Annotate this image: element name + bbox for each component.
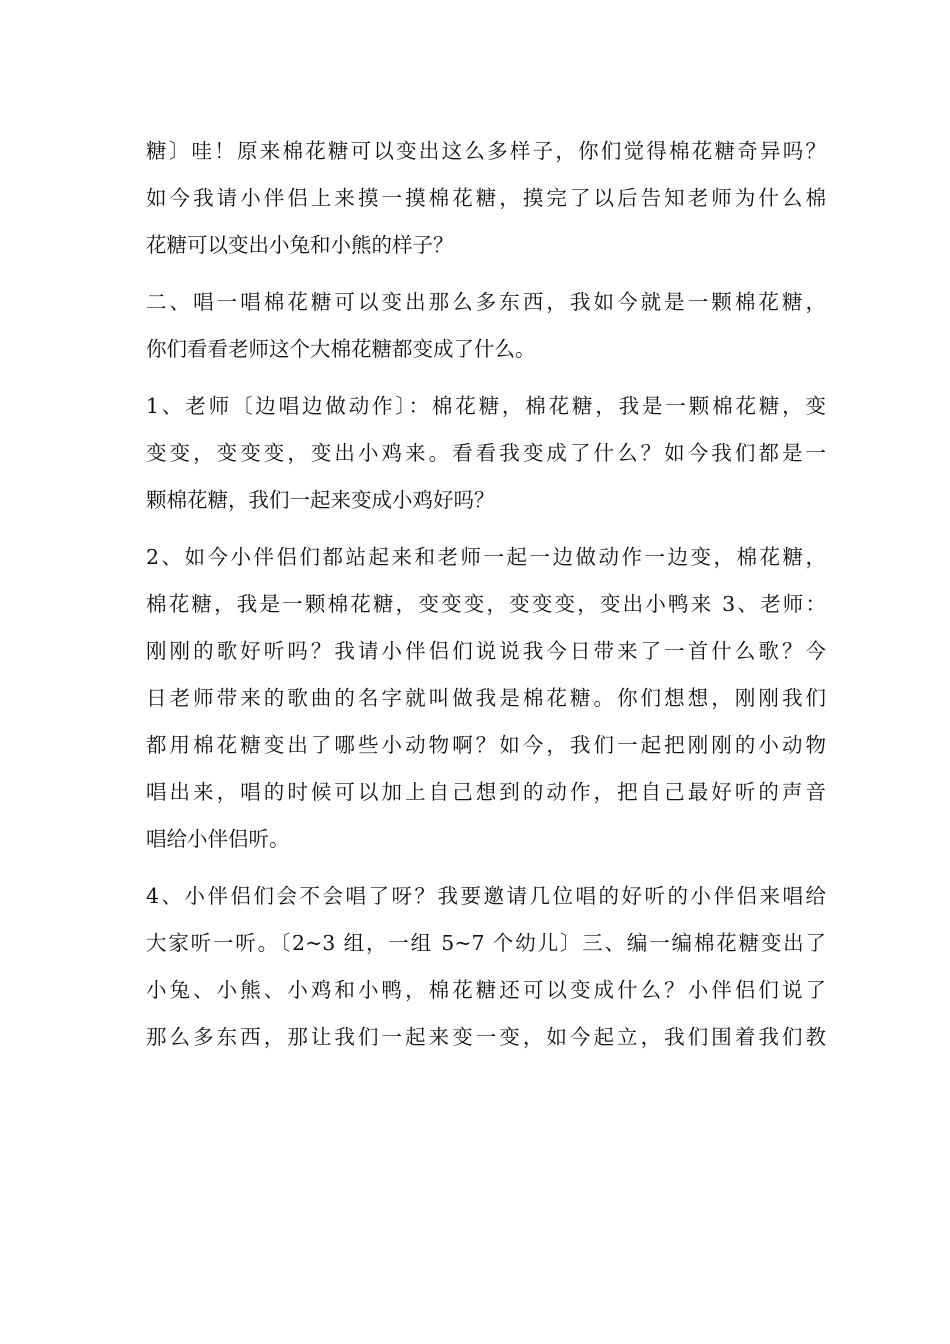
text-line: 唱给小伴侣听。: [146, 827, 290, 851]
paragraph-gap: [146, 373, 826, 383]
text-line: 都用棉花糖变出了哪些小动物啊？如今，我们一起把刚刚的小动物: [146, 733, 826, 757]
paragraph-gap: [146, 269, 826, 279]
text-line: 1、老师〔边唱边做动作〕：棉花糖，棉花糖，我是一颗棉花糖，变: [146, 394, 826, 418]
paragraph-gap: [146, 863, 826, 873]
text-line: 颗棉花糖，我们一起来变成小鸡好吗？: [146, 488, 495, 512]
paragraph-gap: [146, 524, 826, 534]
text-line: 2、如今小伴侣们都站起来和老师一起一边做动作一边变，棉花糖，: [146, 545, 826, 569]
text-line: 小兔、小熊、小鸡和小鸭，棉花糖还可以变成什么？小伴侣们说了: [146, 978, 826, 1002]
document-body: [146, 128, 826, 1061]
text-line: 日老师带来的歌曲的名字就叫做我是棉花糖。你们想想，刚刚我们: [146, 686, 826, 710]
text-line: 花糖可以变出小兔和小熊的样子？: [146, 233, 454, 257]
text-line: 变变，变变变，变出小鸡来。看看我变成了什么？如今我们都是一: [146, 441, 826, 465]
text-line: 刚刚的歌好听吗？我请小伴侣们说说我今日带来了一首什么歌？今: [146, 639, 826, 663]
text-line: 棉花糖，我是一颗棉花糖，变变变，变变变，变出小鸭来 3、老师：: [146, 592, 826, 616]
text-line: 糖〕哇！原来棉花糖可以变出这么多样子，你们觉得棉花糖奇异吗？: [146, 139, 826, 163]
text-line: 二、唱一唱棉花糖可以变出那么多东西，我如今就是一颗棉花糖，: [146, 290, 826, 314]
text-line: 你们看看老师这个大棉花糖都变成了什么。: [146, 337, 536, 361]
text-line: 大家听一听。〔2~3 组，一组 5~7 个幼儿〕三、编一编棉花糖变出了: [146, 931, 826, 955]
text-line: 那么多东西，那让我们一起来变一变，如今起立，我们围着我们教: [146, 1025, 826, 1049]
text-line: 如今我请小伴侣上来摸一摸棉花糖，摸完了以后告知老师为什么棉: [146, 186, 826, 210]
text-line: 4、小伴侣们会不会唱了呀？我要邀请几位唱的好听的小伴侣来唱给: [146, 884, 826, 908]
text-line: 唱出来，唱的时候可以加上自己想到的动作，把自己最好听的声音: [146, 780, 826, 804]
